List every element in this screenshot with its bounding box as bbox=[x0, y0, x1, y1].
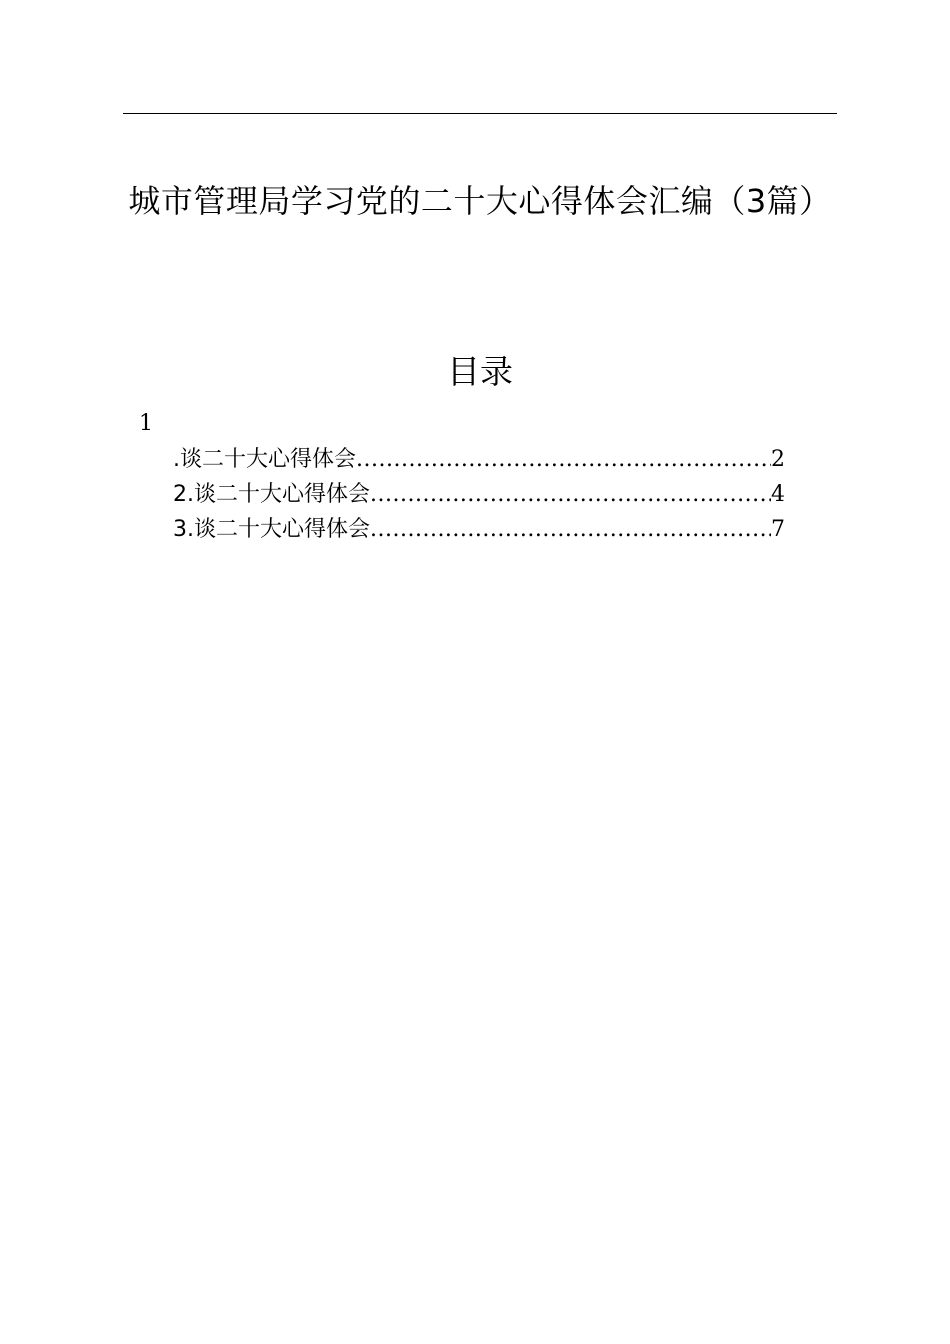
toc-entry[interactable] bbox=[173, 442, 785, 477]
toc-dot-leader bbox=[370, 512, 771, 547]
toc-entry[interactable] bbox=[173, 512, 785, 547]
toc-page-number: 2 bbox=[771, 447, 785, 472]
toc-dot-leader bbox=[356, 442, 771, 477]
toc-page-number: 4 bbox=[771, 482, 785, 507]
toc-entry-text: .谈二十大心得体会 bbox=[173, 447, 356, 472]
toc-page-number: 7 bbox=[771, 517, 785, 542]
toc-list bbox=[173, 442, 785, 547]
toc-dot-leader bbox=[370, 477, 771, 512]
toc-entry[interactable] bbox=[173, 477, 785, 512]
toc-entry-text: 3.谈二十大心得体会 bbox=[173, 517, 370, 542]
toc-entry-text: 2.谈二十大心得体会 bbox=[173, 482, 370, 507]
document-title: 城市管理局学习党的二十大心得体会汇编（3篇） bbox=[128, 182, 832, 220]
header-rule bbox=[123, 113, 837, 114]
toc-heading: 目录 bbox=[447, 352, 513, 391]
toc-leading-number: 1 bbox=[139, 411, 153, 436]
